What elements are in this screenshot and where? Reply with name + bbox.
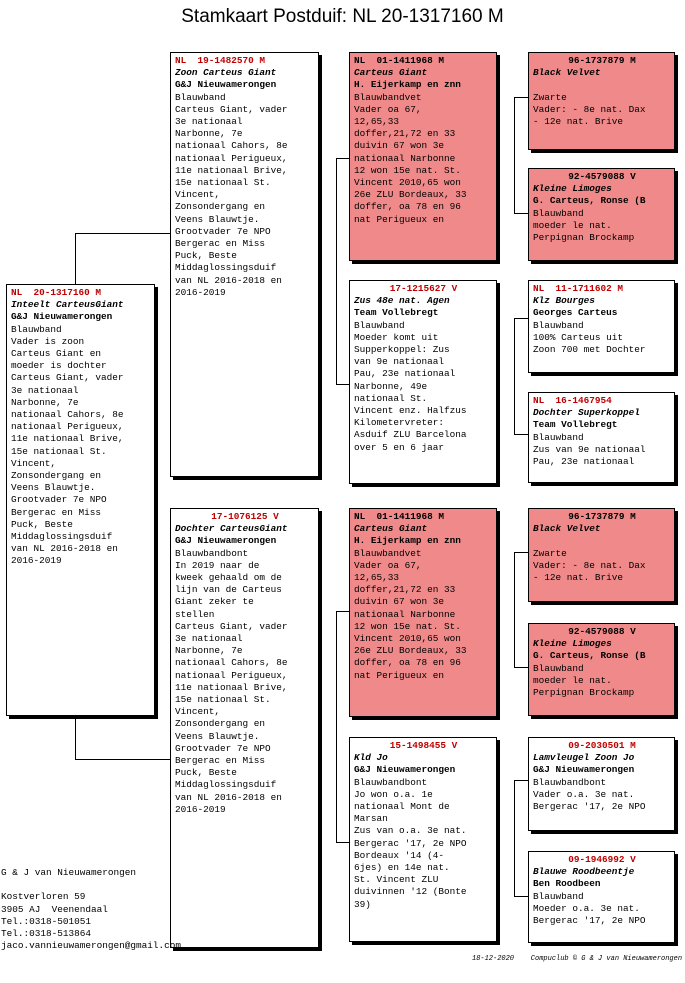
- ring-number: 17-1076125 V: [211, 511, 279, 522]
- great-grandparent-card[interactable]: [528, 52, 675, 150]
- connector-line: [336, 158, 349, 159]
- owner: H. Eijerkamp en znn: [354, 535, 461, 547]
- description: Blauwband Moeder o.a. 3e nat. Bergerac '17, 2e NPO: [533, 890, 646, 927]
- ring-number: 09-1946992 V: [568, 854, 636, 865]
- connector-line: [336, 842, 349, 843]
- ring-number: NL 19-1482570 M: [175, 55, 266, 66]
- connector-line: [514, 896, 528, 897]
- description: Blauwband Moeder komt uit Supperkoppel: Zus van 9e nationaal Pau, 23e nationaal Narbonne, 49e nationaal St. Vincent enz. Halfzus Kilometervreter: Asduif ZLU Barcelona over 5 en 6 jaar: [354, 319, 467, 453]
- subject-card[interactable]: [6, 284, 155, 716]
- description: Blauwband Zus van 9e nationaal Pau, 23e nationaal: [533, 431, 646, 468]
- ring-number: NL 01-1411968 M: [354, 55, 445, 66]
- connector-line: [514, 318, 515, 434]
- owner: G&J Nieuwamerongen: [354, 764, 456, 776]
- pigeon-name: Kleine Limoges: [533, 183, 612, 195]
- owner: [533, 79, 671, 91]
- owner: H. Eijerkamp en znn: [354, 79, 461, 91]
- description: Blauwbandvet Vader oa 67, 12,65,33 doffer,21,72 en 33 duivin 67 won 3e nationaal Narbonne 12 won 15e nat. St. Vincent 2010,65 won 26e ZLU Bordeaux, 33 doffer, oa 78 en 96 nat Perigueux en: [354, 91, 467, 225]
- great-grandparent-card[interactable]: [528, 737, 675, 831]
- owner: [533, 535, 671, 547]
- grandmother-maternal-card[interactable]: [349, 737, 497, 942]
- pigeon-name: Klz Bourges: [533, 295, 595, 307]
- connector-line: [514, 318, 528, 319]
- pigeon-name: Zus 48e nat. Agen: [354, 295, 450, 307]
- owner: G&J Nieuwamerongen: [175, 79, 277, 91]
- ring-number: NL 16-1467954: [533, 395, 612, 406]
- description: Blauwband Carteus Giant, vader 3e nationaal Narbonne, 7e nationaal Cahors, 8e nationaal Perigueux, 11e nationaal Brive, 15e nationaal St. Vincent, Zonsondergang en Veens Blauwtje. Grootvader 7e NPO Bergerac en Miss Puck, Beste Middaglossingsduif van NL 2016-2018 en 2016-2019: [175, 91, 288, 298]
- ring-number: 09-2030501 M: [568, 740, 636, 751]
- ring-number: 17-1215627 V: [389, 283, 458, 294]
- owner: Ben Roodbeen: [533, 878, 601, 890]
- great-grandparent-card[interactable]: [528, 280, 675, 373]
- grandmother-paternal-card[interactable]: [349, 280, 497, 484]
- pigeon-name: Black Velvet: [533, 67, 601, 79]
- connector-line: [514, 434, 528, 435]
- description: Blauwbandbont In 2019 naar de kweek gehaald om de lijn van de Carteus Giant zeker te stellen Carteus Giant, vader 3e nationaal Narbonne, 7e nationaal Cahors, 8e nationaal Perigueux, 11e nationaal Brive, 15e nationaal St. Vincent, Zonsondergang en Veens Blauwtje. Grootvader 7e NPO Bergerac en Miss Puck, Beste Middaglossingsduif van NL 2016-2018 en 2016-2019: [175, 547, 288, 815]
- great-grandparent-card[interactable]: [528, 851, 675, 943]
- email-link[interactable]: jaco.vannieuwamerongen@gmail.com: [1, 940, 182, 952]
- description: Blauwband moeder le nat. Perpignan Brockamp: [533, 662, 635, 699]
- owner: G. Carteus, Ronse (B: [533, 650, 646, 662]
- connector-line: [514, 552, 515, 667]
- ring-number: 92-4579088 V: [568, 171, 636, 182]
- pigeon-name: Dochter Superkoppel: [533, 407, 640, 419]
- ring-number: 92-4579088 V: [568, 626, 636, 637]
- connector-line: [514, 667, 528, 668]
- description: Blauwbandbont Jo won o.a. 1e nationaal Mont de Marsan Zus van o.a. 3e nat. Bergerac '17, 2e NPO Bordeaux '14 (4- 6jes) en 14e nat. St. Vincent ZLU duivinnen '12 (Bonte 39): [354, 776, 467, 910]
- ring-number: NL 01-1411968 M: [354, 511, 445, 522]
- description: Blauwband moeder le nat. Perpignan Brockamp: [533, 207, 635, 244]
- page-title: Stamkaart Postduif: NL 20-1317160 M: [181, 6, 504, 27]
- connector-line: [336, 611, 349, 612]
- description: Blauwbandvet Vader oa 67, 12,65,33 doffer,21,72 en 33 duivin 67 won 3e nationaal Narbonne 12 won 15e nat. St. Vincent 2010,65 won 26e ZLU Bordeaux, 33 doffer, oa 78 en 96 nat Perigueux en: [354, 547, 467, 681]
- connector-line: [514, 552, 528, 553]
- connector-line: [336, 384, 349, 385]
- father-card[interactable]: [170, 52, 319, 477]
- great-grandparent-card[interactable]: [528, 392, 675, 483]
- connector-line: [514, 213, 528, 214]
- owner: G&J Nieuwamerongen: [533, 764, 635, 776]
- connector-line: [75, 717, 76, 759]
- owner: G. Carteus, Ronse (B: [533, 195, 646, 207]
- owner: Georges Carteus: [533, 307, 618, 319]
- print-info: 18-12-2020 Compuclub © G & J van Nieuwamerongen: [472, 955, 683, 963]
- mother-card[interactable]: [170, 508, 319, 948]
- connector-line: [336, 611, 337, 842]
- pigeon-name: Inteelt CarteusGiant: [11, 299, 124, 311]
- grandfather-paternal-card[interactable]: [349, 52, 497, 261]
- owner: Team Vollebregt: [354, 307, 439, 319]
- owner: Team Vollebregt: [533, 419, 618, 431]
- great-grandparent-card[interactable]: [528, 508, 675, 602]
- pigeon-name: Dochter CarteusGiant: [175, 523, 288, 535]
- description: Blauwband 100% Carteus uit Zoon 700 met Dochter: [533, 319, 646, 356]
- connector-line: [75, 759, 171, 760]
- pigeon-name: Black Velvet: [533, 523, 601, 535]
- connector-line: [514, 97, 515, 213]
- ring-number: 15-1498455 V: [389, 740, 458, 751]
- pigeon-name: Carteus Giant: [354, 67, 428, 79]
- description: Zwarte Vader: - 8e nat. Dax - 12e nat. Brive: [533, 91, 646, 128]
- pigeon-name: Kleine Limoges: [533, 638, 612, 650]
- ring-number: NL 11-1711602 M: [533, 283, 624, 294]
- connector-line: [514, 780, 515, 896]
- connector-line: [75, 233, 76, 285]
- description: Blauwband Vader is zoon Carteus Giant en moeder is dochter Carteus Giant, vader 3e nationaal Narbonne, 7e nationaal Cahors, 8e nationaal Perigueux, 11e nationaal Brive, 15e nationaal St. Vincent, Zonsondergang en Veens Blauwtje. Grootvader 7e NPO Bergerac en Miss Puck, Beste Middaglossingsduif van NL 2016-2018 en 2016-2019: [11, 323, 124, 567]
- great-grandparent-card[interactable]: [528, 168, 675, 261]
- grandfather-maternal-card[interactable]: [349, 508, 497, 717]
- connector-line: [514, 780, 528, 781]
- pigeon-name: Kld Jo: [354, 752, 388, 764]
- great-grandparent-card[interactable]: [528, 623, 675, 716]
- owner: G&J Nieuwamerongen: [11, 311, 113, 323]
- pigeon-name: Zoon Carteus Giant: [175, 67, 277, 79]
- connector-line: [336, 158, 337, 384]
- description: Blauwbandbont Vader o.a. 3e nat. Bergerac '17, 2e NPO: [533, 776, 646, 813]
- owner-address: G & J van Nieuwamerongen Kostverloren 59 3905 AJ Veenendaal Tel.:0318-501051 Tel.:0318-513864 jaco.vannieuwamerongen@gmail.com: [1, 867, 182, 952]
- ring-number: NL 20-1317160 M: [11, 287, 102, 298]
- connector-line: [514, 97, 528, 98]
- ring-number: 96-1737879 M: [568, 55, 636, 66]
- pigeon-name: Blauwe Roodbeentje: [533, 866, 635, 878]
- owner: G&J Nieuwamerongen: [175, 535, 277, 547]
- connector-line: [75, 233, 171, 234]
- ring-number: 96-1737879 M: [568, 511, 636, 522]
- pigeon-name: Lamvleugel Zoon Jo: [533, 752, 635, 764]
- pigeon-name: Carteus Giant: [354, 523, 428, 535]
- description: Zwarte Vader: - 8e nat. Dax - 12e nat. Brive: [533, 547, 646, 584]
